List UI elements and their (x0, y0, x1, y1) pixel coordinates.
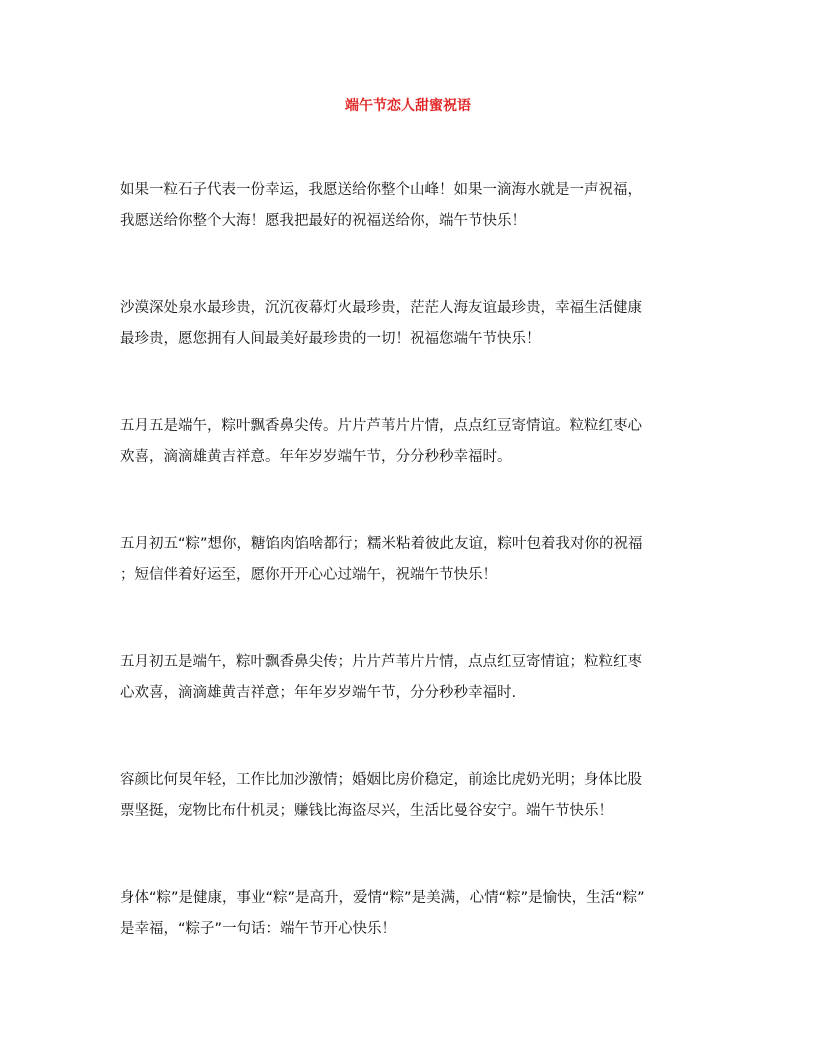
paragraph-line: 票坚挺，宠物比布什机灵；赚钱比海盗尽兴，生活比曼谷安宁。端午节快乐！ (120, 803, 613, 819)
document-body (120, 175, 700, 945)
paragraph-5 (120, 647, 700, 709)
paragraph-7 (120, 883, 700, 945)
document-title: 端午节恋人甜蜜祝语 (345, 98, 471, 114)
paragraph-line: 最珍贵，愿您拥有人间最美好最珍贵的一切！祝福您端午节快乐！ (120, 331, 541, 347)
paragraph-line: 沙漠深处泉水最珍贵，沉沉夜幕灯火最珍贵，茫茫人海友谊最珍贵，幸福生活健康 (120, 300, 642, 316)
paragraph-line: 欢喜，滴滴雄黄吉祥意。年年岁岁端午节，分分秒秒幸福时。 (120, 449, 512, 465)
paragraph-3 (120, 411, 700, 473)
paragraph-line: 容颜比何炅年轻，工作比加沙激情；婚姻比房价稳定，前途比虎奶光明；身体比股 (120, 772, 642, 788)
paragraph-2 (120, 293, 700, 355)
paragraph-6 (120, 765, 700, 827)
paragraph-line: 是幸福，“粽子”一句话：端午节开心快乐！ (120, 921, 397, 937)
paragraph-line: 如果一粒石子代表一份幸运，我愿送给你整个山峰！如果一滴海水就是一声祝福， (120, 182, 642, 198)
paragraph-4 (120, 529, 700, 591)
paragraph-line: 身体“粽”是健康，事业“粽”是高升，爱情“粽”是美满，心情“粽”是愉快，生活“粽” (120, 890, 645, 906)
paragraph-line: 五月五是端午，粽叶飘香鼻尖传。片片芦苇片片情，点点红豆寄情谊。粒粒红枣心 (120, 418, 642, 434)
paragraph-1 (120, 175, 700, 237)
paragraph-line: 五月初五是端午，粽叶飘香鼻尖传；片片芦苇片片情，点点红豆寄情谊；粒粒红枣 (120, 654, 642, 670)
paragraph-line: 五月初五“粽”想你，糖馅肉馅啥都行；糯米粘着彼此友谊，粽叶包着我对你的祝福 (120, 536, 643, 552)
paragraph-line: 我愿送给你整个大海！愿我把最好的祝福送给你，端午节快乐！ (120, 213, 526, 229)
paragraph-line: 心欢喜，滴滴雄黄吉祥意；年年岁岁端午节，分分秒秒幸福时. (120, 685, 517, 701)
paragraph-line: ；短信伴着好运至，愿你开开心心过端午，祝端午节快乐！ (120, 567, 497, 583)
